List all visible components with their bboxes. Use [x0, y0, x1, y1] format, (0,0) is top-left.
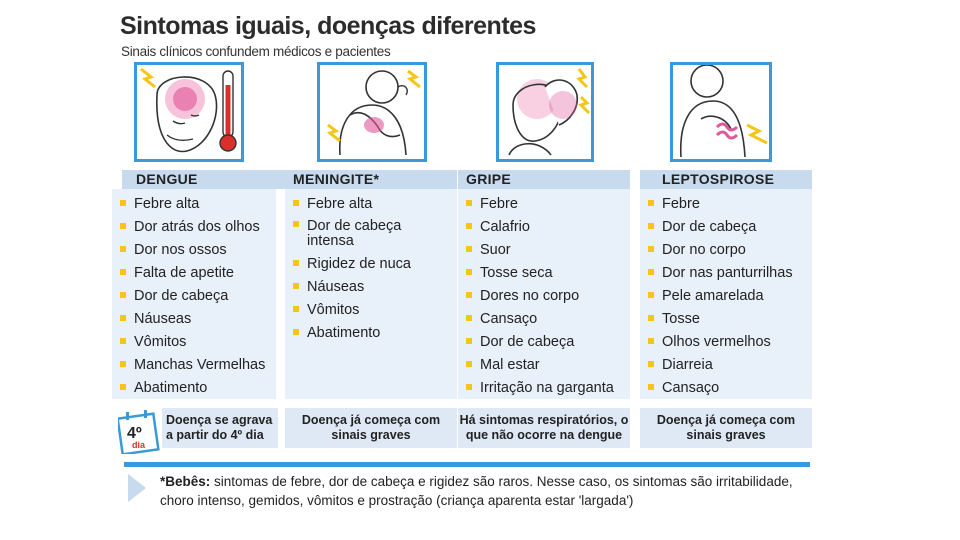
disease-note: Doença já começa com sinais graves — [285, 408, 457, 448]
footnote-arrow-icon — [128, 474, 146, 502]
disease-header: DENGUE — [122, 170, 286, 189]
symptom-item: Falta de apetite — [120, 262, 276, 285]
symptom-item: Cansaço — [648, 377, 812, 400]
symptom-item: Náuseas — [293, 276, 457, 299]
symptom-item: Febre — [466, 193, 630, 216]
feverish-head-thermometer-icon — [134, 62, 244, 162]
divider — [124, 462, 810, 467]
symptom-item: Tosse seca — [466, 262, 630, 285]
symptom-list-box — [458, 189, 630, 399]
symptom-item: Dor de cabeça — [648, 216, 812, 239]
symptom-item: Abatimento — [120, 377, 276, 400]
symptom-item: Vômitos — [293, 299, 457, 322]
symptom-list-box — [112, 189, 276, 399]
symptom-item: Calafrio — [466, 216, 630, 239]
symptom-item: Dores no corpo — [466, 285, 630, 308]
symptom-item: Rigidez de nuca — [293, 253, 457, 276]
disease-column-dengue — [112, 62, 298, 462]
symptom-list-box — [285, 189, 457, 399]
calendar-number: 4º — [127, 425, 142, 442]
symptom-list — [285, 189, 457, 345]
symptom-list — [640, 189, 812, 400]
disease-note: Há sintomas respiratórios, o que não ocorre na dengue — [458, 408, 630, 448]
symptom-item: Abatimento — [293, 322, 457, 345]
symptom-item: Febre — [648, 193, 812, 216]
symptom-item: Dor de cabeça — [120, 285, 276, 308]
stiff-neck-person-icon — [317, 62, 427, 162]
symptom-item: Dor atrás dos olhos — [120, 216, 276, 239]
symptom-item: Náuseas — [120, 308, 276, 331]
symptom-item: Suor — [466, 239, 630, 262]
symptom-item: Manchas Vermelhas — [120, 354, 276, 377]
footnote — [160, 472, 800, 510]
symptom-list — [458, 189, 630, 400]
disease-column-gripe — [458, 62, 644, 462]
symptom-item: Mal estar — [466, 354, 630, 377]
symptom-item: Olhos vermelhos — [648, 331, 812, 354]
calendar-label: dia — [132, 440, 146, 450]
footnote-lead: *Bebês: — [160, 474, 211, 489]
disease-header: LEPTOSPIROSE — [640, 170, 812, 189]
symptom-item: Dor nos ossos — [120, 239, 276, 262]
symptom-item: Dor nas panturrilhas — [648, 262, 812, 285]
headache-person-icon — [496, 62, 594, 162]
disease-note: Doença se agrava a partir do 4º dia — [162, 408, 278, 448]
page-subtitle: Sinais clínicos confundem médicos e pacientes — [121, 44, 391, 59]
symptom-list-box — [640, 189, 812, 399]
symptom-item: Cansaço — [466, 308, 630, 331]
symptom-item: Irritação na garganta — [466, 377, 630, 400]
page-title: Sintomas iguais, doenças diferentes — [120, 12, 536, 40]
symptom-item: Tosse — [648, 308, 812, 331]
symptom-item: Dor no corpo — [648, 239, 812, 262]
symptom-list — [112, 189, 276, 400]
disease-header: GRIPE — [458, 170, 630, 189]
symptom-item: Pele amarelada — [648, 285, 812, 308]
footnote-text: sintomas de febre, dor de cabeça e rigidez são raros. Nesse caso, os sintomas são irritabilidade, choro intenso, gemidos, vômitos e prostração (criança aparenta estar 'largada') — [160, 474, 793, 508]
symptom-item: Vômitos — [120, 331, 276, 354]
disease-column-leptospirose — [640, 62, 826, 462]
disease-note: Doença já começa com sinais graves — [640, 408, 812, 448]
calendar-icon — [118, 410, 160, 454]
symptom-item: Febre alta — [293, 193, 457, 216]
symptom-item: Dor de cabeça — [466, 331, 630, 354]
symptom-item: Dor de cabeça intensa — [293, 216, 447, 253]
abdominal-pain-person-icon — [670, 62, 772, 162]
symptom-item: Febre alta — [120, 193, 276, 216]
symptom-item: Diarreia — [648, 354, 812, 377]
disease-header: MENINGITE* — [285, 170, 457, 189]
disease-column-meningite — [285, 62, 471, 462]
